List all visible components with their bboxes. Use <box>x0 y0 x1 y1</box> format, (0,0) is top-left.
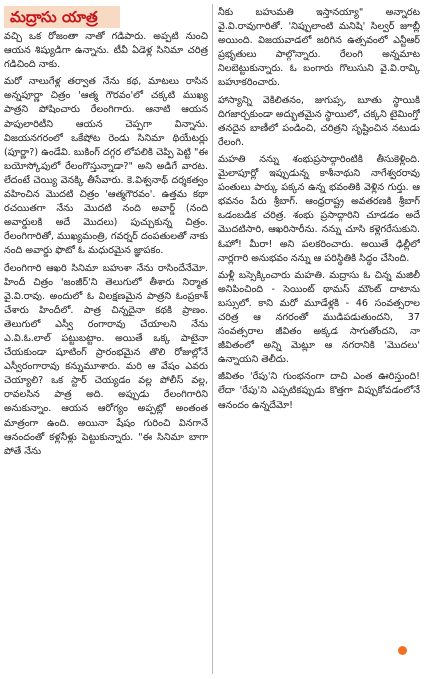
end-of-article-bullet <box>398 646 407 655</box>
left-paragraph-3: రేలంగిగారి ఆఖరి సినిమా బహుశా నేను రాసిందేనేమో. హిందీ చిత్రం 'జంజీర్'ని తెలుగులో తీశారు నిర్మాత వై.వి.రావు. అందులో ఓ విలక్షణమైన పాత్రని ఓంప్రకాశ్ చేశారు హిందీలో. పాత్ర చిన్నదైనా కథకి ప్రాణం. తెలుగులో ఎస్వీ రంగారావు చేయాలని నేను ఎ.వి.ఓ.లాల్ పట్టుబట్టాం. అయితే ఒక్క పాటైనా చేయకుండా షూటింగ్ ప్రారంభమైన తొలి రోజుల్లోనే ఎస్వీరంగారావు కన్నుమూశారు. మరి ఆ వేషం ఎవరు చెయ్యాలి? ఒక స్టార్ చెయ్యడం వల్ల పోలీస్ వల్ల, రావలసిన పాత్ర అది. అప్పుడు రేలంగిగారిని అనుకున్నాం. ఆయన ఆరోగ్యం అప్పట్లో అంతంత మాత్రంగా ఉంది. అయినా షేషం గురించి వినగానే ఆనందంతో కళ్లనీళ్లు పెట్టుకున్నారు. "ఈ సినిమా బాగా పోతే నేను <box>4 262 208 457</box>
left-column <box>4 6 208 462</box>
right-paragraph-5: జీవితం 'రేపు'ని గుంభనంగా దాచి ఎంత ఊరిస్తుంది! లేదా 'రేపు'ని ఎప్పటికప్పుడు కొత్తగా విప్పుకోవడంలోనే ఆనందం ఉన్నదేమో! <box>218 371 420 411</box>
left-paragraph-1: వచ్చి ఒక రోజంతా నాతో గడిపారు. అప్పటి నుంచి ఆయన శిష్యుడిగా ఉన్నాను. టీవీ ఏడెళ్ల సినిమా చరిత్ర గడిచింది నాకు. <box>4 31 208 71</box>
article-title: మద్రాసు యాత్ర <box>4 6 120 28</box>
column-divider <box>212 4 213 674</box>
right-paragraph-1: నీకు బహుమతి ఇస్తానయ్యా" అన్నారట వై.వి.రావుగారితో. 'నిప్పులాంటి మనిషి' సిల్వర్ జూబ్లీ అయింది. విజయవాడలో జరిగిన ఉత్సవంలో ఎన్టీఆర్ ప్రభృతులు పాల్గొన్నారు. రేలంగి అన్నమాట నిలబెట్టుకున్నారు. ఓ బంగారు గొలుసుని వై.వి.రావ్కి బహూకరించారు. <box>218 7 420 89</box>
right-paragraph-4: మళ్లీ బస్సెక్కించారు మహతి. మద్రాసు ఓ చిన్న మజిలీ అనిపించింది - సెయింట్ థామస్ మౌంట్ దాటాను బస్సులో. కాని మరో మూడేళ్లకి - 46 సంవత్సరాల చరిత్ర ఆ నగరంతో ముడిపడుతుందని, 37 సంవత్సరాల జీవితం అక్కడ సాగుతోందని, నా జీవితంలో అన్ని మెట్లూ ఆ నగరానికి 'మొదలు' ఉన్నాయని తెలీదు. <box>218 269 420 366</box>
right-paragraph-3: మహతి నన్ను శంభుప్రసాద్గారింటికి తీసుకెళ్లింది. మైలాపూర్లో ఇప్పుడున్న కాశీనాథుని నాగేశ్వరరావు పంతులు పార్కు పక్కన ఉన్న భవంతికి వెళ్లిన గుర్తు. ఆ భవనం పేరు శ్రీబాగ్. ఆంధ్రరాష్ట్ర అవతరణకి శ్రీబాగ్ ఒడంబడిక చరిత్ర. శంభు ప్రసాద్గారిని చూడడం అదే మొదటిసారి, ఆఖరిసారీను. నన్ను చూసి కళ్లెగరేసుకుని. ఓహో! మీరా! అని పలకరించారు. అయితే ఢిల్లీలో నార్లగారి అనుభవం నన్ను ఆ పరిస్థితికి సిద్ధం చేసింది. <box>218 153 420 264</box>
right-paragraph-2: హాస్యాన్ని వెకిలితనం, జుగుప్స, బూతు స్థాయికి దిగజార్చకుండా అద్భుతమైన స్థాయిలో, చక్కని టైమింగ్తో తనదైన బాణీలో పండించి, చరిత్రని సృష్టించిన నటుడు రేలంగి. <box>218 94 420 148</box>
left-paragraph-2: మరో నాలుగేళ్ల తర్వాత నేను కథ, మాటలు రాసిన అన్నపూర్ణా చిత్రం 'ఆత్మ గౌరవం'లో చక్కటి ముఖ్య పాత్రని పోషించారు రేలంగిగారు. ఆనాటి ఆయన పాపులారిటీని ఆయన చెప్పగా విన్నాను. విజయనగరంలో ఒకేషోట రెండు సినిమా థియేటర్లు (పూర్ణా?) ఉండేవి. బుకింగ్ దగ్గర లోపలికి చెప్పి పెట్టి "ఈ బయోస్కోపులో రేలంగొస్తున్నాడా?" అని అడిగే వారట. లేదంటే చెయ్యి వెనక్కి తీసేవారు. కె.విశ్వనాథ్ దర్శకత్వం వహించిన మొదటి చిత్రం 'ఆత్మగౌరవం'. ఉత్తమ కథా రచయితగా నేను మొదటి నంది అవార్డ్ (నంది అవార్డులకి అదే మొదలు) పుచ్చుకున్న చిత్రం. రేలంగిగారితో, ముఖ్యమంత్రి, గవర్నర్ దంపతులతో నాకు నంది అవార్డు ఫొటో ఓ మధురమైన జ్ఞాపకం. <box>4 76 208 257</box>
right-column <box>218 6 420 416</box>
